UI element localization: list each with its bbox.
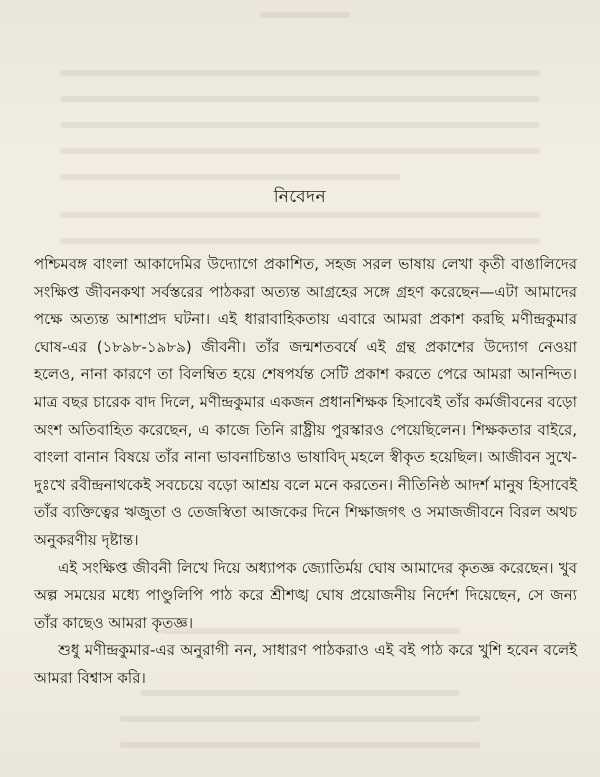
paragraph: শুধু মণীন্দ্রকুমার-এর অনুরাগী নন, সাধারণ পাঠকরাও এই বই পাঠ করে খুশি হবেন বলেই আমরা বিশ্বাস করি।: [34, 641, 577, 687]
paragraph: এই সংক্ষিপ্ত জীবনী লিখে দিয়ে অধ্যাপক জ্যোতির্ময় ঘোষ আমাদের কৃতজ্ঞ করেছেন। খুব অল্প সময়ের মধ্যে পাণ্ডুলিপি পাঠ করে শ্রীশঙ্খ ঘোষ প্রয়োজনীয় নির্দেশ দিয়েছেন, সে জন্য তাঁর কাছেও আমরা কৃতজ্ঞ।: [34, 558, 577, 632]
paragraph: পশ্চিমবঙ্গ বাংলা আকাদেমির উদ্যোগে প্রকাশিত, সহজ সরল ভাষায় লেখা কৃতী বাঙালিদের সংক্ষিপ্ত জীবনকথা সর্বস্তরের পাঠকরা অত্যন্ত আগ্রহের সঙ্গে গ্রহণ করেছেন—এটা আমাদের পক্ষে অত্যন্ত আশাপ্রদ ঘটনা। এই ধারাবাহিকতায় এবারে আমরা প্রকাশ করছি মণীন্দ্রকুমার ঘোষ-এর (১৮৯৮-১৯৮৯) জীবনী। তাঁর জন্মশতবর্ষে এই গ্রন্থ প্রকাশের উদ্যোগ নেওয়া হলেও, নানা কারণে তা বিলম্বিত হয়ে শেষপর্যন্ত সেটি প্রকাশ করতে পেরে আমরা আনন্দিত। মাত্র বছর চারেক বাদ দিলে, মণীন্দ্রকুমার একজন প্রধানশিক্ষক হিসাবেই তাঁর কর্মজীবনের বড়ো অংশ অতিবাহিত করেছেন, এ কাজে তিনি রাষ্ট্রীয় পুরস্কারও পেয়েছিলেন। শিক্ষকতার বাইরে, বাংলা বানান বিষয়ে তাঁর নানা ভাবনাচিন্তাও ভাষাবিদ্ মহলে স্বীকৃত হয়েছিল। আজীবন সুখে-দুঃখে রবীন্দ্রনাথকেই সবচেয়ে বড়ো আশ্রয় বলে মনে করতেন। নীতিনিষ্ঠ আদর্শ মানুষ হিসাবেই তাঁর ব্যক্তিত্বের ঋজুতা ও তেজস্বিতা আজকের দিনে শিক্ষাজগৎ ও সমাজজীবনে বিরল অথচ অনুকরণীয় দৃষ্টান্ত।: [34, 255, 577, 549]
document-title: নিবেদন: [273, 187, 327, 207]
document-body: [34, 251, 577, 693]
